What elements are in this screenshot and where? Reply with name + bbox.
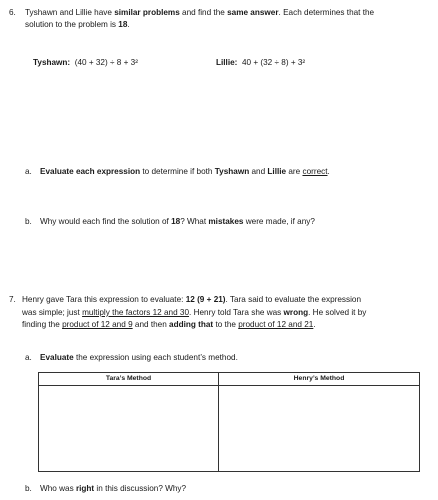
- q6-intro-bold: similar problems: [114, 8, 180, 17]
- q7-text: finding the: [22, 320, 63, 330]
- q6-intro-bold: same answer: [227, 8, 279, 17]
- q7-bold: wrong: [283, 307, 309, 317]
- q6a-prompt: [40, 166, 330, 178]
- q6a-text: to determine if both: [140, 167, 215, 176]
- q6a-text: .: [327, 167, 330, 176]
- q6b-text: ? What: [180, 217, 209, 226]
- q7-underlined: product of 12 and 9: [62, 320, 133, 330]
- methods-header-row: [39, 373, 420, 386]
- q6-intro-text: .: [127, 19, 130, 29]
- q6a-letter: a.: [25, 167, 32, 176]
- q6b-letter: b.: [25, 217, 32, 226]
- q7b-text: in this discussion? Why?: [94, 484, 187, 493]
- q6a-bold: Lillie: [267, 167, 287, 176]
- q6a-underlined: correct: [302, 167, 328, 176]
- tyshawn-expr: (40 + 32) ÷ 8 + 3²: [74, 58, 138, 67]
- q7-number: 7.: [9, 295, 16, 304]
- q6a-text: and: [249, 167, 268, 176]
- lillie-expression: [216, 57, 305, 69]
- q7-bold: adding that: [169, 320, 214, 330]
- q7a-prompt: [40, 352, 238, 364]
- q7-text: Henry gave Tara this expression to evaluate:: [22, 295, 186, 304]
- q7a-text: the expression using each student’s method.: [73, 353, 238, 362]
- q6b-text: were made, if any?: [243, 217, 315, 226]
- tara-method-cell[interactable]: [39, 386, 219, 472]
- henry-method-header: Henry’s Method: [218, 373, 419, 386]
- q6-intro-text: Tyshawn and Lillie have: [25, 8, 115, 17]
- q7b-bold: right: [75, 484, 95, 493]
- q6a-bold: Evaluate each expression: [40, 167, 141, 176]
- q7a-letter: a.: [25, 353, 32, 362]
- methods-table: [38, 372, 420, 472]
- henry-method-cell[interactable]: [218, 386, 419, 472]
- q7b-letter: b.: [25, 484, 32, 493]
- q7-underlined: multiply the factors 12 and 30: [82, 307, 190, 317]
- q7-expression: 12 (9 + 21): [185, 295, 226, 304]
- q7-intro: [22, 294, 432, 332]
- q7-underlined: product of 12 and 21: [238, 320, 314, 330]
- q7a-bold: Evaluate: [40, 353, 74, 362]
- q7-text: was simple; just: [22, 307, 83, 317]
- lillie-expr: 40 + (32 ÷ 8) + 3²: [241, 58, 306, 67]
- q6a-bold: Tyshawn: [214, 167, 250, 176]
- q7-text: . He solved it by: [308, 307, 367, 317]
- q7b-prompt: [40, 483, 186, 495]
- q7-text: . Tara said to evaluate the expression: [225, 295, 362, 304]
- lillie-label: Lillie:: [216, 58, 238, 67]
- q7b-text: Who was: [40, 484, 76, 493]
- q7-text: to the: [213, 320, 239, 330]
- q6-intro-text: and find the: [179, 8, 228, 17]
- q6b-prompt: [40, 216, 315, 228]
- q6-intro: [25, 7, 430, 31]
- q6-number: 6.: [9, 8, 16, 17]
- q7-text: and then: [132, 320, 170, 330]
- q7-text: .: [313, 320, 316, 330]
- q6b-bold: 18: [171, 217, 181, 226]
- tyshawn-label: Tyshawn:: [33, 58, 71, 67]
- q6b-text: Why would each find the solution of: [40, 217, 172, 226]
- tyshawn-expression: [33, 57, 138, 69]
- q6a-text: are: [286, 167, 303, 176]
- q6b-bold: mistakes: [208, 217, 244, 226]
- methods-work-row: [39, 386, 420, 472]
- tara-method-header: Tara’s Method: [39, 373, 219, 386]
- q6-solution-value: 18: [118, 19, 128, 29]
- q6-intro-text: . Each determines that the: [278, 8, 375, 17]
- q7-text: . Henry told Tara she was: [189, 307, 284, 317]
- q6-intro-text: solution to the problem is: [25, 19, 119, 29]
